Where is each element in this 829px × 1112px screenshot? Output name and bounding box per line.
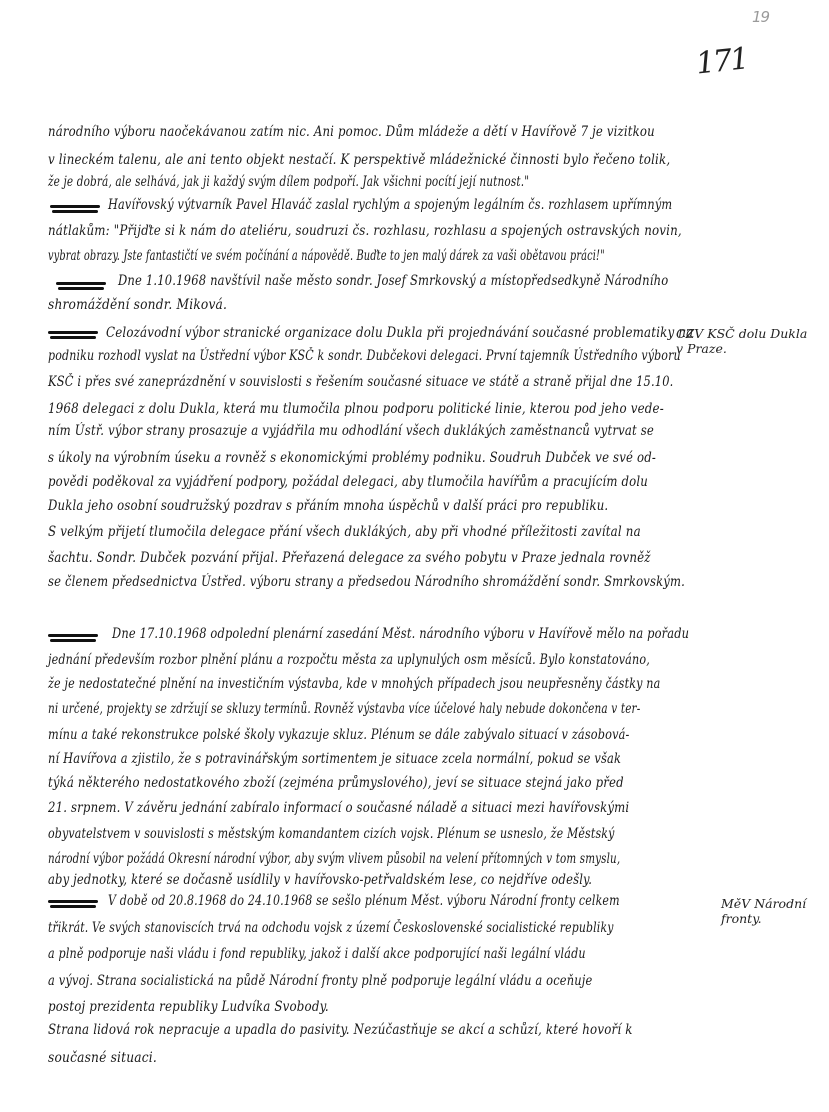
text-line: S velkým přijetí tlumočila delegace přání všech duklákých, aby při vhodné příležitosti zavítal na: [48, 524, 641, 540]
pencil-page-number: 19: [752, 8, 770, 26]
text-line: a vývoj. Strana socialistická na půdě Národní fronty plně podporuje legální vládu a oceňuje: [48, 973, 593, 989]
text-line: obyvatelstvem v souvislosti s městským komandantem cizích vojsk. Plénum se usneslo, že Městský: [48, 826, 615, 842]
text-line: 21. srpnem. V závěru jednání zabíralo informací o současné náladě a situaci mezi havířovskými: [48, 800, 630, 816]
paragraph-marker: [56, 282, 106, 285]
margin-note-line: CZV KSČ dolu Dukla: [676, 326, 808, 341]
text-line: národní výbor požádá Okresní národní výbor, aby svým vlivem působil na velení přítomných v tom smyslu,: [48, 851, 621, 867]
text-line: týká některého nedostatkového zboží (zejména průmyslového), jeví se situace stejná jako před: [48, 775, 624, 791]
margin-note-line: v Praze.: [676, 341, 727, 356]
margin-note: [721, 896, 806, 926]
text-line: Strana lidová rok nepracuje a upadla do pasivity. Nezúčastňuje se akcí a schůzí, které hovoří k: [48, 1022, 633, 1038]
text-line: ním Ústř. výbor strany prosazuje a vyjádřila mu odhodlání všech duklákých zaměstnanců vytrvat se: [48, 423, 655, 439]
ink-page-number: 171: [694, 41, 749, 82]
text-line: ni určené, projekty se zdržují se skluzy termínů. Rovněž výstavba více účelové haly nebude dokončena v ter-: [48, 701, 641, 717]
text-line: shromáždění sondr. Miková.: [48, 297, 228, 313]
text-line: že je nedostatečné plnění na investičním výstavba, kde v mnohých případech jsou neupřesněny částky na: [48, 676, 661, 692]
paragraph-marker: [48, 331, 98, 334]
text-line: s úkoly na výrobním úseku a rovněž s ekonomickými problémy podniku. Soudruh Dubček ve své od-: [48, 450, 656, 466]
text-line: že je dobrá, ale selhává, jak ji každý svým dílem podpoří. Jak všichni pocítí její nutnost.": [48, 174, 530, 190]
text-line: a plně podporuje naši vládu i fond republiky, jakož i další akce podporující naši legální vládu: [48, 946, 586, 962]
text-line: šachtu. Sondr. Dubček pozvání přijal. Přeřazená delegace za svého pobytu v Praze jednala rovněž: [48, 550, 651, 566]
text-line: Dne 17.10.1968 odpolední plenární zasedání Měst. národního výboru v Havířově mělo na pořadu: [112, 626, 690, 642]
text-line: se členem předsednictva Ústřed. výboru strany a předsedou Národního shromáždění sondr. Smrkovským.: [48, 574, 685, 590]
text-line: současné situaci.: [48, 1050, 157, 1066]
text-line: Celozávodní výbor stranické organizace dolu Dukla při projednávání současné problematiky na: [106, 325, 694, 341]
margin-note-line: MěV Národní: [721, 896, 807, 911]
margin-note: [676, 326, 807, 356]
text-line: KSČ i přes své zaneprázdnění v souvislosti s řešením současné situace ve státě a straně přijal dne 15.10.: [48, 374, 674, 390]
text-line: národního výboru naočekávanou zatím nic. Ani pomoc. Dům mládeže a dětí v Havířově 7 je vizitkou: [48, 124, 655, 140]
text-line: podniku rozhodl vyslat na Ústřední výbor KSČ k sondr. Dubčekovi delegaci. První tajemník Ústředního výboru: [48, 348, 681, 364]
text-line: V době od 20.8.1968 do 24.10.1968 se sešlo plénum Měst. výboru Národní fronty celkem: [108, 893, 620, 909]
paragraph-marker: [50, 205, 100, 208]
paragraph-marker: [48, 900, 98, 903]
text-line: Dne 1.10.1968 navštívil naše město sondr. Josef Smrkovský a místopředsedkyně Národního: [118, 273, 669, 289]
text-line: jednání především rozbor plnění plánu a rozpočtu města za uplynulých osm měsíců. Bylo konstatováno,: [48, 652, 650, 668]
text-line: třikrát. Ve svých stanoviscích trvá na odchodu vojsk z území Československé socialistické republiky: [48, 920, 614, 936]
text-line: 1968 delegaci z dolu Dukla, která mu tlumočila plnou podporu politické linie, kterou pod jeho vede-: [48, 401, 664, 417]
text-line: mínu a také rekonstrukce polské školy vykazuje skluz. Plénum se dále zabývalo situací v zásobová-: [48, 727, 630, 743]
text-line: ní Havířova a zjistilo, že s potravinářským sortimentem je situace zcela normální, pokud se však: [48, 751, 622, 767]
margin-note-line: fronty.: [721, 911, 762, 926]
text-line: Havířovský výtvarník Pavel Hlaváč zaslal rychlým a spojeným legálním čs. rozhlasem upřímným: [108, 197, 673, 213]
paragraph-marker: [48, 634, 98, 637]
text-line: v lineckém talenu, ale ani tento objekt nestačí. K perspektivě mládežnické činnosti bylo řečeno tolik,: [48, 152, 671, 168]
text-line: nátlakům: "Přijďte si k nám do ateliéru, soudruzi čs. rozhlasu, rozhlasu a spojených ostravských novin,: [48, 223, 682, 239]
text-line: Dukla jeho osobní soudružský pozdrav s přáním mnoha úspěchů v další práci pro republiku.: [48, 498, 609, 514]
text-line: vybrat obrazy. Jste fantastičtí ve svém počínání a nápovědě. Buďte to jen malý dárek za vaši obětavou práci!": [48, 248, 605, 264]
text-line: postoj prezidenta republiky Ludvíka Svobody.: [48, 999, 329, 1015]
text-line: povědi poděkoval za vyjádření podpory, požádal delegaci, aby tlumočila havířům a pracujícím dolu: [48, 474, 648, 490]
text-line: aby jednotky, které se dočasně usídlily v havířovsko-petřvaldském lese, co nejdříve odešly.: [48, 872, 593, 888]
